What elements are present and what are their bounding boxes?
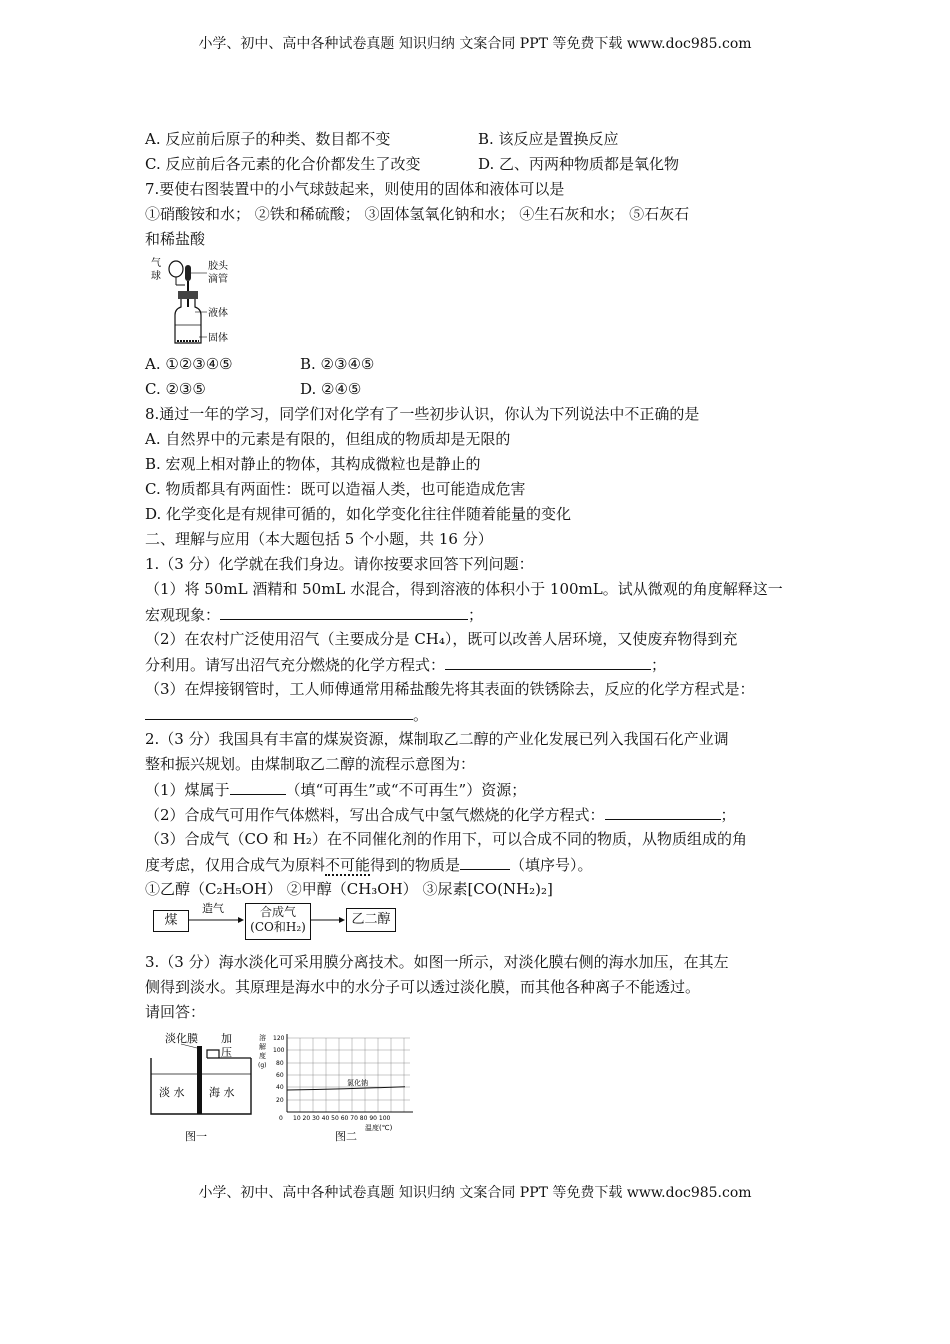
flow-box-product: 乙二醇 [346,908,396,932]
p2-sub1-hint: （填“可再生”或“不可再生”）资源； [285,781,527,799]
fig1-label-fresh: 淡 水 [159,1086,185,1099]
p1-sub1-answer-blank[interactable] [220,605,468,620]
p2-sub2-prompt: （2）合成气可用作气体燃料，写出合成气中氢气燃烧的化学方程式： [145,806,605,824]
fig2-ylabel-2: 解 [259,1043,266,1051]
fig-label-dropper-2: 滴管 [208,274,228,285]
q7-items-line2: 和稀盐酸 [145,230,206,248]
flow-syngas-line1: 合成气 [259,905,296,919]
p2-sub3-line2 [145,855,593,874]
fig-label-dropper-1: 胶头 [208,261,228,272]
p1-sub3-line2 [145,705,428,724]
p2-stem-line2: 整和振兴规划。由煤制取乙二醇的流程示意图为： [145,755,476,773]
p1-sub2-line2 [145,655,666,674]
fig1-label-press-2: 压 [221,1046,232,1059]
p3-stem-line3: 请回答： [145,1003,206,1021]
balloon-shape [169,261,183,277]
fig1-label-membrane: 淡化膜 [165,1032,198,1045]
fig-label-liquid: 液体 [208,308,228,319]
p1-sub3-answer-blank[interactable] [145,705,413,720]
fig1-label-sea: 海 水 [209,1086,235,1099]
fig1-caption: 图一 [185,1130,207,1143]
fig2-ylabel-4: (g) [258,1062,267,1069]
flow-arrow-1 [188,900,244,932]
p1-sub1-line2 [145,605,483,624]
p2-stem-line1: 2.（3 分）我国具有丰富的煤炭资源，煤制取乙二醇的产业化发展已列入我国石化产业调 [145,730,729,748]
flow-arrow-1-label: 造气 [202,902,224,915]
q6-option-b: B. 该反应是置换反应 [478,130,619,148]
p2-sub2-answer-blank[interactable] [605,805,721,820]
fig2-ytick-120: 120 [273,1035,285,1042]
p2-sub1-prompt: （1）煤属于 [145,781,230,799]
fig2-ytick-40: 40 [276,1084,284,1091]
p1-sub2-answer-blank[interactable] [445,655,651,670]
p2-sub2 [145,805,736,824]
fig1-label-press-1: 加 [221,1032,232,1045]
p1-sub2-prompt: 分利用。请写出沼气充分燃烧的化学方程式： [145,656,446,674]
figure-1-desalination [145,1028,257,1146]
membrane [197,1046,202,1114]
fig2-curve-label: 氯化钠 [347,1079,368,1087]
flow-box-syngas [245,903,311,940]
p2-sub3-emphasis: 不可能 [325,856,371,874]
p2-choices: ①乙醇（C₂H₅OH） ②甲醇（CH₃OH） ③尿素[CO(NH₂)₂] [145,880,553,898]
p2-sub3-prompt: 度考虑，仅用合成气为原料 [145,856,326,874]
q7-option-c: C. ②③⑤ [145,380,206,398]
dropper-bulb [185,265,191,281]
q8-option-b: B. 宏观上相对静止的物体，其构成微粒也是静止的 [145,455,481,473]
q7-option-d: D. ②④⑤ [300,380,362,398]
fig2-xticks: 10 20 30 40 50 60 70 80 90 100 [293,1115,391,1122]
stopper [178,291,198,299]
fig2-ytick-100: 100 [273,1047,285,1054]
section-2-title: 二、理解与应用（本大题包括 5 个小题，共 16 分） [145,530,493,548]
piston [207,1050,219,1058]
fig2-caption: 图二 [335,1130,357,1143]
p3-stem-line2: 侧得到淡水。其原理是海水中的水分子可以透过淡化膜，而其他各种离子不能透过。 [145,978,701,996]
p2-sub3-line1: （3）合成气（CO 和 H₂）在不同催化剂的作用下，可以合成不同的物质，从物质组成的角 [145,830,747,848]
p1-sub3-period: 。 [413,706,429,724]
flow-arrow-2 [311,910,345,932]
page-header: 小学、初中、高中各种试卷真题 知识归纳 文案合同 PPT 等免费下载 www.doc985.com [198,36,752,52]
q7-option-b: B. ②③④⑤ [300,355,375,373]
fig-label-balloon-1: 气 [151,258,161,269]
q8-option-d: D. 化学变化是有规律可循的，如化学变化往往伴随着能量的变化 [145,505,572,523]
page-footer: 小学、初中、高中各种试卷真题 知识归纳 文案合同 PPT 等免费下载 www.doc985.com [198,1185,752,1201]
q7-items-line1: ①硝酸铵和水； ②铁和稀硫酸； ③固体氢氧化钠和水； ④生石灰和水； ⑤石灰石 [145,205,690,223]
p2-sub2-semicolon: ； [720,806,736,824]
p1-sub1-prompt: 宏观现象： [145,606,221,624]
q6-option-a: A. 反应前后原子的种类、数目都不变 [145,130,391,148]
figure-2-solubility-chart [255,1030,420,1146]
fig2-xlabel: 温度(℃) [365,1124,393,1132]
p2-sub3-hint: （填序号）。 [510,856,593,874]
p1-sub2-semicolon: ； [651,656,667,674]
fig2-ytick-20: 20 [276,1097,284,1104]
flow-box-coal: 煤 [153,910,189,932]
fig-label-solid: 固体 [208,333,228,344]
fig2-nacl-curve [287,1087,405,1090]
p2-sub3-answer-blank[interactable] [460,855,510,870]
q8-option-c: C. 物质都具有两面性：既可以造福人类，也可能造成危害 [145,480,526,498]
fig2-ylabel-3: 度 [259,1052,266,1060]
p2-sub3-prompt-mid: 得到的物质是 [370,856,461,874]
p1-sub2-line1: （2）在农村广泛使用沼气（主要成分是 CH₄），既可以改善人居环境，又使废弃物得到充 [145,630,738,648]
fig2-ytick-80: 80 [276,1060,284,1067]
p1-sub3-line1: （3）在焊接钢管时，工人师傅通常用稀盐酸先将其表面的铁锈除去，反应的化学方程式是： [145,680,755,698]
p2-sub1 [145,780,526,799]
q8-option-a: A. 自然界中的元素是有限的，但组成的物质却是无限的 [145,430,511,448]
p2-sub1-answer-blank[interactable] [230,780,286,795]
q7-option-a: A. ①②③④⑤ [145,355,233,373]
p1-stem: 1.（3 分）化学就在我们身边。请你按要求回答下列问题： [145,555,534,573]
fig2-ytick-60: 60 [276,1072,284,1079]
fig2-ylabel-1: 溶 [259,1034,266,1042]
q8-stem: 8.通过一年的学习，同学们对化学有了一些初步认识，你认为下列说法中不正确的是 [145,405,700,423]
q7-stem: 7.要使右图装置中的小气球鼓起来，则使用的固体和液体可以是 [145,180,565,198]
p1-sub1-semicolon: ； [468,606,484,624]
p1-sub1-line1: （1）将 50mL 酒精和 50mL 水混合，得到溶液的体积小于 100mL。试从微观的角度解释这一 [145,580,783,598]
fig-label-balloon-2: 球 [151,271,161,282]
fig2-ytick-0: 0 [279,1115,283,1122]
q6-option-c: C. 反应前后各元素的化合价都发生了改变 [145,155,421,173]
p3-stem-line1: 3.（3 分）海水淡化可采用膜分离技术。如图一所示，对淡化膜右侧的海水加压，在其左 [145,953,729,971]
fig2-grid [287,1038,410,1112]
balloon-apparatus-figure [145,255,255,351]
q6-option-d: D. 乙、丙两种物质都是氧化物 [478,155,680,173]
flow-syngas-line2: (CO和H₂) [250,920,306,934]
